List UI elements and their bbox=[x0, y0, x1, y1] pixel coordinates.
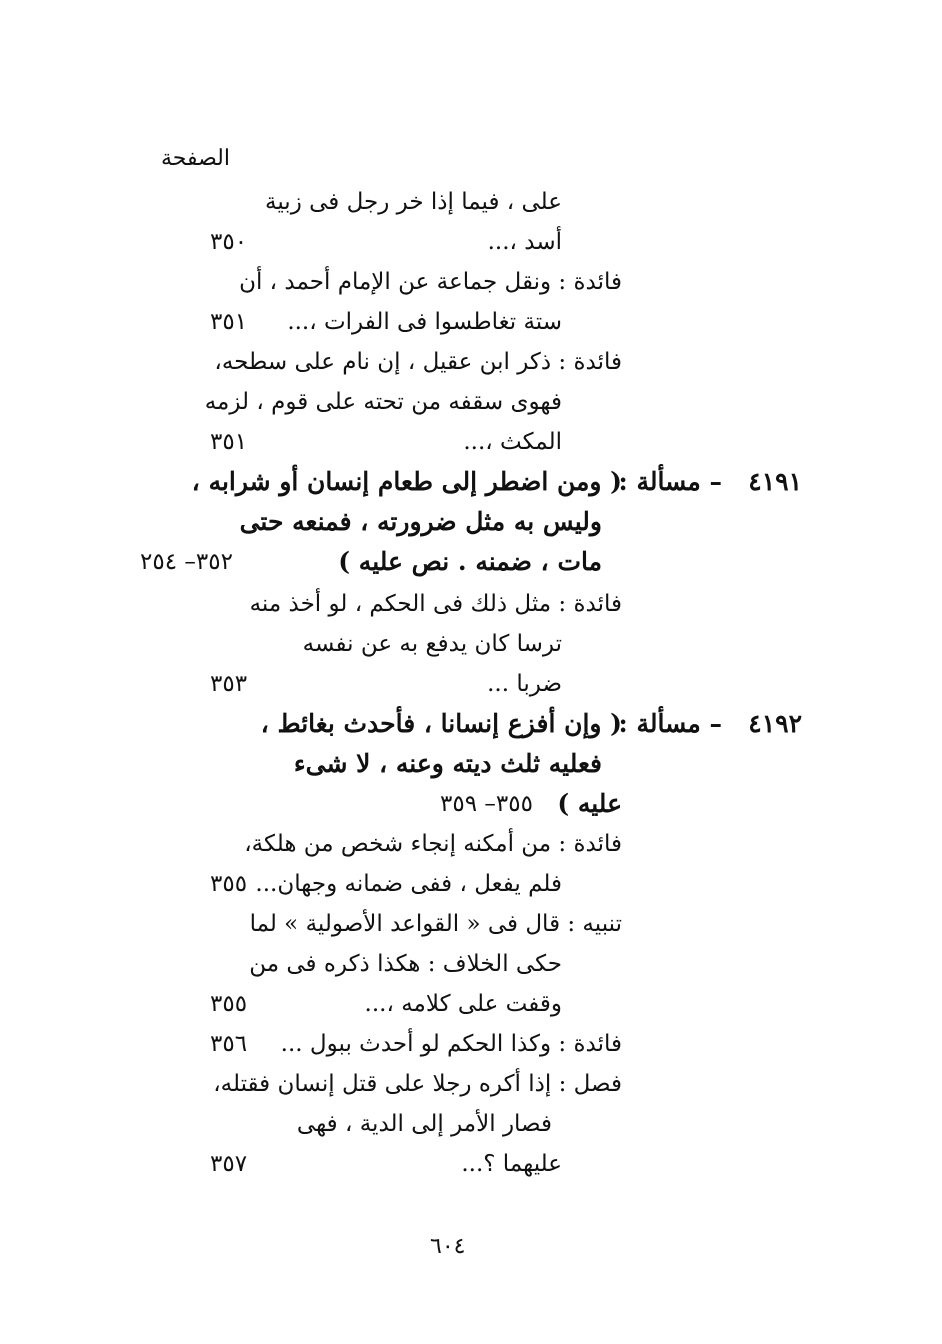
page-ref: ٣٥٥ bbox=[210, 871, 248, 897]
entry-line: فصل : إذا أكره رجلا على قتل إنسان فقتله، bbox=[213, 1071, 622, 1097]
entry-line: أسد ،... bbox=[487, 229, 562, 255]
entry-line: فائدة : من أمكنه إنجاء شخص من هلكة، bbox=[244, 831, 622, 857]
masala-label: – مسألة : bbox=[618, 709, 722, 738]
page-ref: ٣٥١ bbox=[210, 309, 248, 335]
entry-line: ( ومن اضطر إلى طعام إنسان أو شرابه ، bbox=[191, 467, 622, 496]
entry-line: فصار الأمر إلى الدية ، فهى bbox=[296, 1111, 552, 1137]
entry-line: على ، فيما إذا خر رجل فى زبية bbox=[265, 189, 562, 215]
page-ref: ٣٥١ bbox=[210, 429, 248, 455]
entry-line: حكى الخلاف : هكذا ذكره فى من bbox=[249, 951, 562, 977]
entry-line: فائدة : ذكر ابن عقيل ، إن نام على سطحه، bbox=[214, 349, 622, 375]
page-ref: ٣٥٦ bbox=[210, 1031, 248, 1057]
entry-line: وقفت على كلامه ،... bbox=[364, 991, 562, 1017]
masala-number: ٤١٩٢ bbox=[748, 709, 802, 738]
page-number: ٦٠٤ bbox=[430, 1234, 466, 1259]
entry-line: ستة تغاطسوا فى الفرات ،... bbox=[287, 309, 562, 335]
entry-line: تنبيه : قال فى « القواعد الأصولية » لما bbox=[249, 911, 622, 937]
page-ref: ٣٥٣ bbox=[210, 671, 248, 697]
entry-line: فائدة : مثل ذلك فى الحكم ، لو أخذ منه bbox=[249, 591, 622, 617]
entry-line: عليه ) bbox=[557, 789, 622, 818]
entry-line: المكث ،... bbox=[463, 429, 562, 455]
page-column-header: الصفحة bbox=[160, 146, 230, 171]
entry-line: فعليه ثلث ديته وعنه ، لا شىء bbox=[293, 749, 602, 778]
page-ref: ٣٥٥– ٣٥٩ bbox=[440, 791, 533, 817]
entry-line: فلم يفعل ، ففى ضمانه وجهان... bbox=[255, 871, 562, 897]
page-ref: ٣٥٧ bbox=[210, 1151, 248, 1177]
page-ref: ٣٥٥ bbox=[210, 991, 248, 1017]
masala-label: – مسألة : bbox=[618, 467, 722, 496]
page-ref: ٣٥٢– ٢٥٤ bbox=[140, 549, 233, 575]
entry-line: فهوى سقفه من تحته على قوم ، لزمه bbox=[204, 389, 562, 415]
entry-line: فائدة : وكذا الحكم لو أحدث ببول ... bbox=[280, 1031, 622, 1057]
entry-line: مات ، ضمنه . نص عليه ) bbox=[338, 547, 602, 576]
entry-line: ( وإن أفزع إنسانا ، فأحدث بغائط ، bbox=[260, 709, 622, 738]
entry-line: فائدة : ونقل جماعة عن الإمام أحمد ، أن bbox=[239, 269, 622, 295]
entry-line: ضربا ... bbox=[487, 671, 562, 697]
masala-number: ٤١٩١ bbox=[748, 467, 802, 496]
entry-line: عليهما ؟... bbox=[461, 1151, 562, 1177]
page-ref: ٣٥٠ bbox=[210, 229, 248, 255]
entry-line: وليس به مثل ضرورته ، فمنعه حتى bbox=[239, 507, 602, 536]
entry-line: ترسا كان يدفع به عن نفسه bbox=[302, 631, 562, 657]
